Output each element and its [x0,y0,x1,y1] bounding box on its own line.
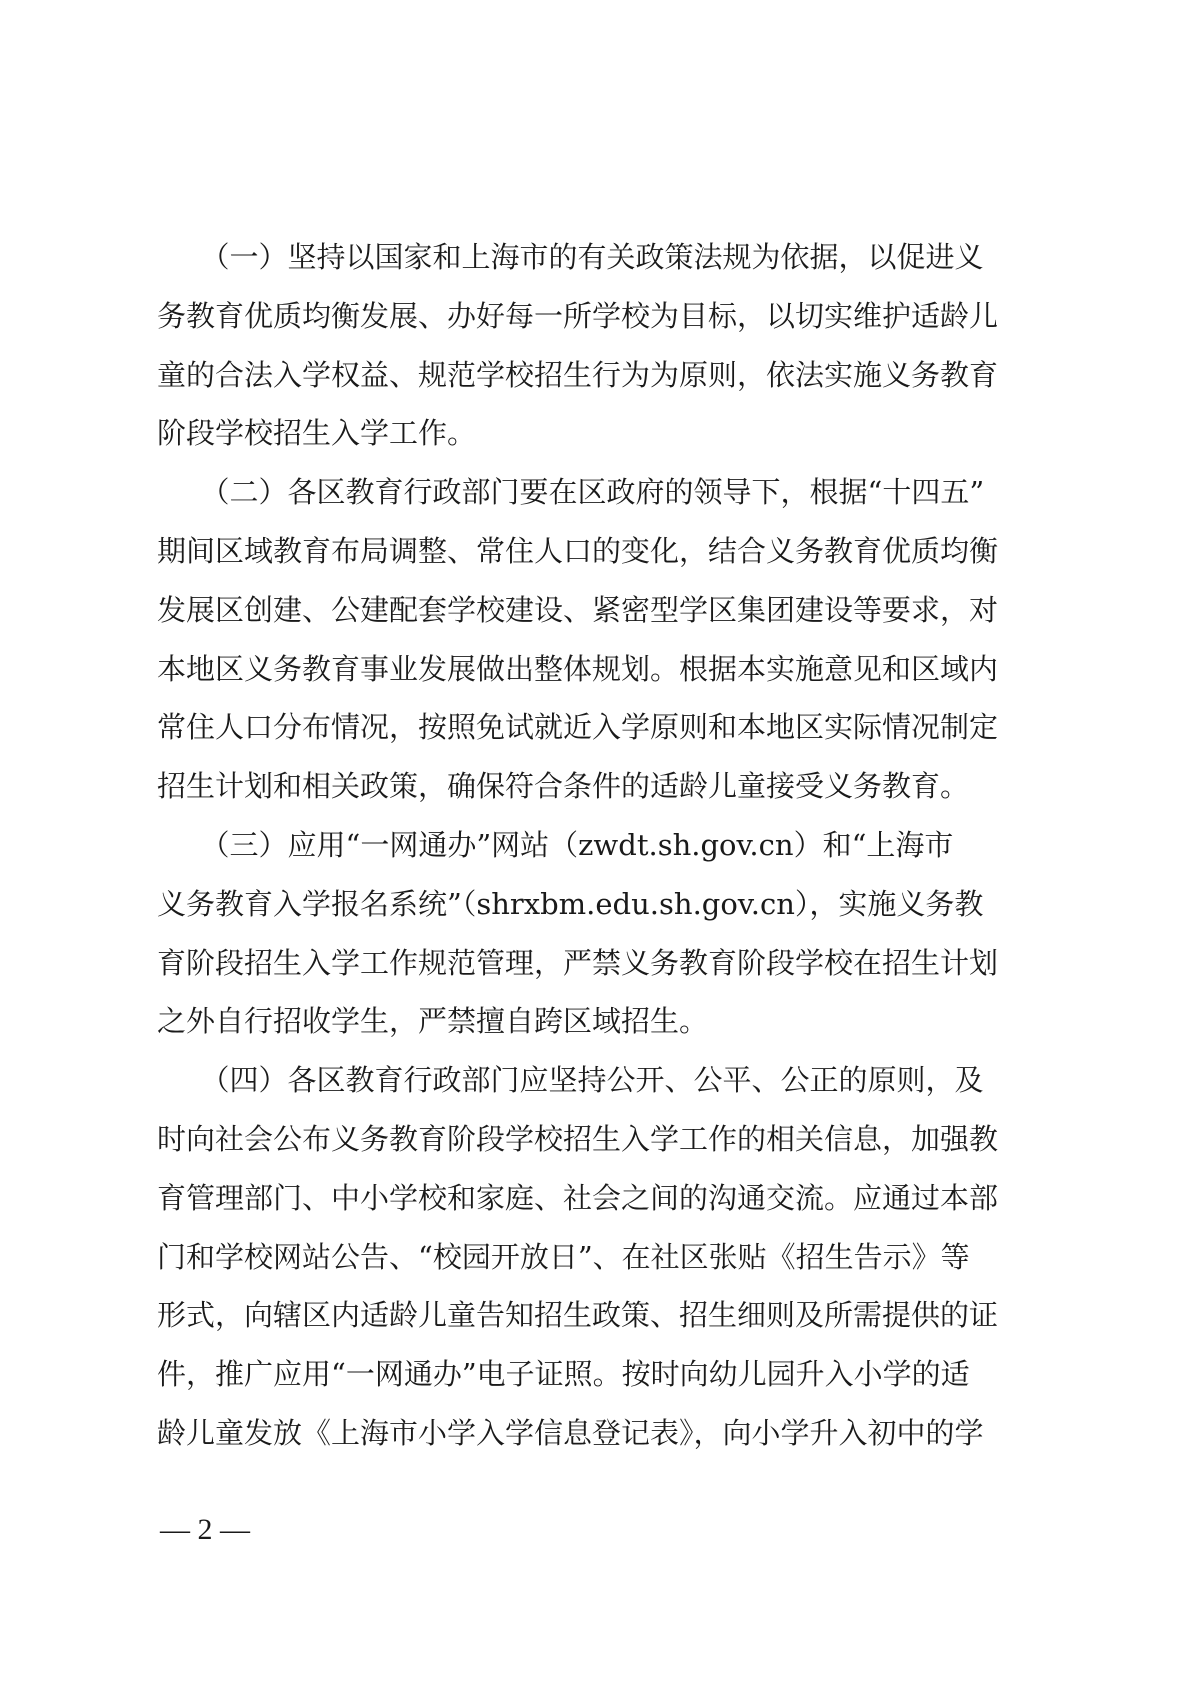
text-line: 育管理部门、中小学校和家庭、社会之间的沟通交流。应通过本部 [157,1180,999,1215]
text-line: （二）各区教育行政部门要在区政府的领导下，根据“十四五” [157,475,985,510]
text-line: 阶段学校招生入学工作。 [157,416,477,451]
text-line: 龄儿童发放《上海市小学入学信息登记表》，向小学升入初中的学 [157,1415,984,1450]
text-line: 门和学校网站公告、“校园开放日”、在社区张贴《招生告示》等 [157,1239,970,1274]
text-line: 之外自行招收学生，严禁擅自跨区域招生。 [157,1004,709,1039]
page-number: — 2 — [160,1513,250,1546]
text-line: 招生计划和相关政策，确保符合条件的适龄儿童接受义务教育。 [157,769,970,804]
text-line: 发展区创建、公建配套学校建设、紧密型学区集团建设等要求，对 [157,592,999,627]
text-line: 常住人口分布情况，按照免试就近入学原则和本地区实际情况制定 [157,710,999,745]
text-line: （三）应用“一网通办”网站（zwdt.sh.gov.cn）和“上海市 [157,827,954,862]
text-line: （四）各区教育行政部门应坚持公开、公平、公正的原则，及 [157,1063,984,1098]
text-line: 件，推广应用“一网通办”电子证照。按时向幼儿园升入小学的适 [157,1357,970,1392]
text-line: 时向社会公布义务教育阶段学校招生入学工作的相关信息，加强教 [157,1121,999,1156]
text-line: 童的合法入学权益、规范学校招生行为为原则，依法实施义务教育 [157,357,999,392]
text-line: 期间区域教育布局调整、常住人口的变化，结合义务教育优质均衡 [157,533,999,568]
text-line: 务教育优质均衡发展、办好每一所学校为目标，以切实维护适龄儿 [157,298,999,333]
text-line: 育阶段招生入学工作规范管理，严禁义务教育阶段学校在招生计划 [157,945,999,980]
text-line: 本地区义务教育事业发展做出整体规划。根据本实施意见和区域内 [157,651,999,686]
text-line: （一）坚持以国家和上海市的有关政策法规为依据，以促进义 [157,240,984,274]
text-line: 形式，向辖区内适龄儿童告知招生政策、招生细则及所需提供的证 [157,1298,999,1333]
body-text [157,228,1057,1463]
text-line: 义务教育入学报名系统”（shrxbm.edu.sh.gov.cn），实施义务教 [157,886,984,921]
